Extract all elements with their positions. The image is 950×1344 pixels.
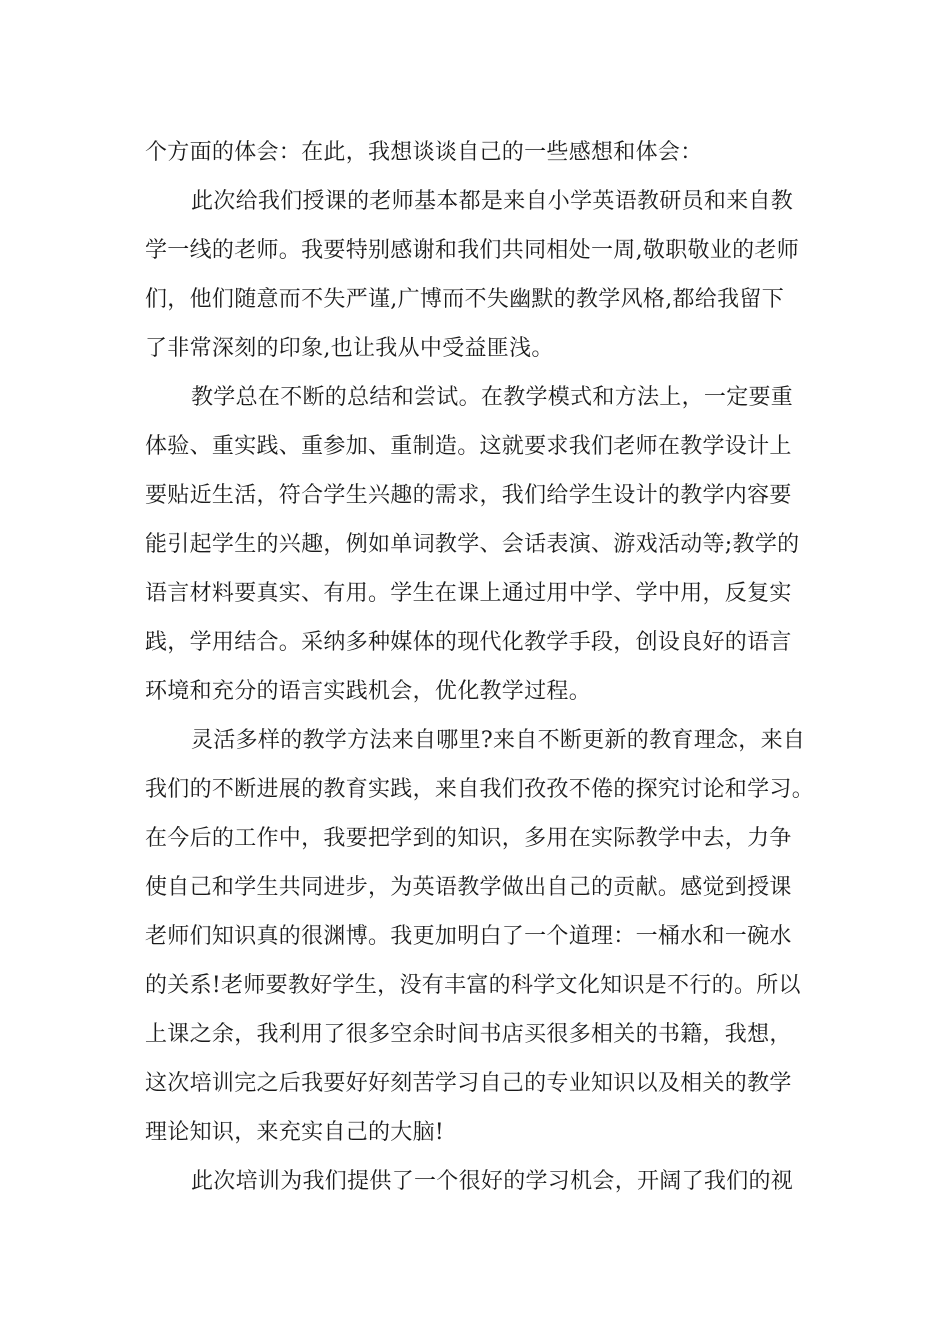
text-line: 在今后的工作中，我要把学到的知识，多用在实际教学中去，力争 <box>145 826 792 851</box>
text-line: 老师们知识真的很渊博。我更加明白了一个道理：一桶水和一碗水 <box>145 924 792 949</box>
text-line: 践，学用结合。采纳多种媒体的现代化教学手段，创设良好的语言 <box>145 630 792 655</box>
text-line: 个方面的体会：在此，我想谈谈自己的一些感想和体会： <box>145 140 703 165</box>
paragraph-first-line: 教学总在不断的总结和尝试。在教学模式和方法上，一定要重 <box>191 385 794 410</box>
text-line: 使自己和学生共同进步，为英语教学做出自己的贡献。感觉到授课 <box>145 875 792 900</box>
text-line: 学一线的老师。我要特别感谢和我们共同相处一周,敬职敬业的老师 <box>145 238 799 263</box>
text-line: 能引起学生的兴趣，例如单词教学、会话表演、游戏活动等;教学的 <box>145 532 800 557</box>
text-line: 理论知识，来充实自己的大脑! <box>145 1120 445 1145</box>
text-line: 要贴近生活，符合学生兴趣的需求，我们给学生设计的教学内容要 <box>145 483 792 508</box>
paragraph-first-line: 此次培训为我们提供了一个很好的学习机会，开阔了我们的视 <box>191 1169 794 1194</box>
text-line: 上课之余，我利用了很多空余时间书店买很多相关的书籍，我想， <box>145 1022 792 1047</box>
paragraph-first-line: 此次给我们授课的老师基本都是来自小学英语教研员和来自教 <box>191 189 794 214</box>
text-line: 环境和充分的语言实践机会，优化教学过程。 <box>145 679 592 704</box>
text-line: 我们的不断进展的教育实践，来自我们孜孜不倦的探究讨论和学习。 <box>145 777 815 802</box>
text-line: 们，他们随意而不失严谨,广博而不失幽默的教学风格,都给我留下 <box>145 287 784 312</box>
text-line: 的关系!老师要教好学生，没有丰富的科学文化知识是不行的。所以 <box>145 973 801 998</box>
text-line: 语言材料要真实、有用。学生在课上通过用中学、学中用，反复实 <box>145 581 792 606</box>
paragraph-first-line: 灵活多样的教学方法来自哪里?来自不断更新的教育理念，来自 <box>191 728 806 753</box>
text-line: 这次培训完之后我要好好刻苦学习自己的专业知识以及相关的教学 <box>145 1071 792 1096</box>
text-line: 了非常深刻的印象,也让我从中受益匪浅。 <box>145 336 554 361</box>
text-line: 体验、重实践、重参加、重制造。这就要求我们老师在教学设计上 <box>145 434 792 459</box>
